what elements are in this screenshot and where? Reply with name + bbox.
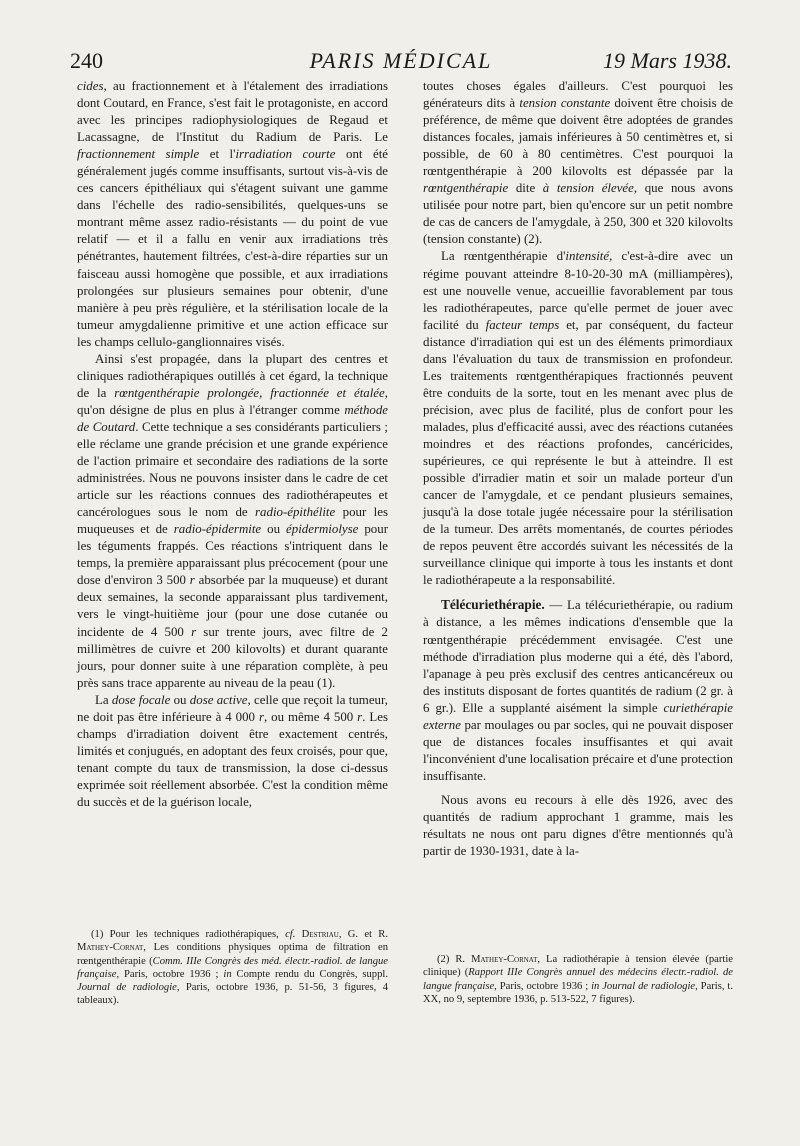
- text-run: radio-épidermite: [173, 522, 262, 537]
- text-run: rœntgenthérapie: [423, 181, 509, 196]
- paragraph: toutes choses égales d'ailleurs. C'est pourquoi les générateurs dits à tension constante doivent être choisis de préférence, de même que doivent être adoptées de grandes distances focales, jamais inférieures à 50 centimètres et, si possible, de 60 à 80 centimètres. C'est pourquoi la rœntgenthérapie à 200 kilovolts est dépassée par la rœntgenthérapie dite à tension élevée, que nous avons utilisée pour notre part, bien qu'encore sur un petit nombre de cas de cancers de l'amygdale, à 250, 300 et 320 kilovolts (tension constante) (2).: [423, 79, 733, 247]
- text-run: r: [357, 709, 363, 724]
- text-run: Télécuriethérapie.: [441, 597, 545, 613]
- text-run: in Journal de radiologie: [591, 980, 696, 992]
- page-header: [70, 48, 732, 78]
- paragraph: Nous avons eu recours à elle dès 1926, avec des quantités de radium approchant 1 gramme, mais les résultats ne nous ont paru dignes d'être mentionnés qu'à partir de 1930-1931, date à la-: [423, 792, 733, 859]
- text-run: épidermiolyse: [286, 522, 359, 537]
- text-run: r: [258, 709, 264, 724]
- text-run: Destriau: [301, 929, 339, 940]
- paragraph: Ainsi s'est propagée, dans la plupart des centres et cliniques radiothérapiques outillés à cet égard, la technique de la rœntgenthérapie prolongée, fractionnée et étalée, qu'on désigne de plus en plus à l'étranger comme méthode de Coutard. Cette technique a ses considérants particuliers ; elle réclame une grande précision et une grande expérience de l'action primaire et secondaire des radiations de la sorte administrées. Nous ne pouvons insister dans le cadre de cet article sur les réactions connues des radiothérapeutes et cancérologues sous le nom de radio-épithélite pour les muqueuses et de radio-épidermite ou épidermiolyse pour les téguments frappés. Ces réactions s'intriquent dans le temps, la première apparaissant plus précocement (pour une dose d'environ 3 500 r absorbée par la muqueuse) et durant deux semaines, la seconde apparaissant plus tardivement, vers le vingt-huitième jour (pour une dose cutanée ou incidente de 4 500 r sur trente jours, avec filtre de 2 millimètres de cuivre et 200 kilovolts) et durant quarante jours, pour donner suite à une réparation complète, à peu près sans trace apparente au niveau de la peau (1).: [77, 351, 389, 690]
- text-run: rœntgenthérapie prolongée, fractionnée et étalée: [114, 385, 385, 400]
- text-run: fractionnement simple: [77, 147, 200, 162]
- paragraph: La rœntgenthérapie d'intensité, c'est-à-dire avec un régime pouvant atteindre 8-10-20-30 mA (milliampères), est une nouvelle venue, accueillie favorablement par tous les radiothérapeutes, parce qu'elle permet de jouer avec facilité du facteur temps et, par conséquent, du facteur distance d'irradiation qui est un des éléments primordiaux dans l'évaluation du taux de transmission en profondeur. Les traitements rœntgenthérapiques fractionnés peuvent être conduits de la sorte, tout en les menant avec plus de précision, avec plus de facilité, plus de confort pour les malades, plus d'efficacité aussi, avec des réactions cutanées moindres et des réactions profondes, cancéricides, supérieures, ce qui représente le but à atteindre. Il est possible d'irradier matin et soir un malade porteur d'un cancer de l'amygdale, et ce pendant plusieurs semaines, jusqu'à la dose totale jugée nécessaire pour la stérilisation de la tumeur. Des arrêts momentanés, de courtes périodes de repos peuvent être accordés suivant les nécessités de la surveillance clinique qui importe à tous les instants et dont le radiothérapeute a la responsabilité.: [423, 249, 733, 588]
- text-run: in: [223, 968, 232, 980]
- text-run: intensité: [565, 249, 610, 264]
- text-run: Rapport IIIe Congrès annuel des médecins électr.-radiol. de langue française: [423, 967, 733, 992]
- text-run: irradiation courte: [235, 147, 336, 162]
- text-run: facteur temps: [485, 317, 560, 332]
- text-run: radio-épithélite: [255, 505, 336, 520]
- right-column: [423, 78, 733, 860]
- text-run: r: [189, 573, 195, 588]
- footnote-text: (1) Pour les techniques radiothérapiques, cf. Destriau, G. et R. Mathey-Cornat, Les conditions physiques optima de filtration en rœntgenthérapie (Comm. IIIe Congrès des méd. électr.-radiol. de langue française, Paris, octobre 1936 ; in Compte rendu du Congrès, suppl. Journal de radiologie, Paris, octobre 1936, p. 51-56, 3 figures, 4 tableaux).: [77, 929, 389, 1007]
- text-run: Mathey-Cornat: [77, 942, 144, 954]
- text-run: curiethérapie externe: [423, 700, 733, 732]
- footnote-2: [423, 953, 733, 1006]
- section-telecuriethérapie: Télécuriethérapie. — La télécuriethérapie, ou radium à distance, a les mêmes indications d'ensemble que la rœntgenthérapie précédemment envisagée. C'est une méthode d'irradiation plus moderne qui a été, dès l'abord, l'apanage à peu près exclusif des centres anticancéreux ou des instituts disposant de fortes quantités de radium (2 gr. à 6 gr.). Elle a supplanté aisément la simple curiethérapie externe par moulages ou par socles, qui ne pouvait disposer que de distances focales insuffisantes et qui avait l'inconvénient d'une localisation précaire et d'une protection insuffisante.: [423, 597, 733, 783]
- text-run: Comm. IIIe Congrès des méd. électr.-radiol. de langue française: [77, 955, 388, 980]
- text-run: cides: [77, 79, 104, 93]
- page-number: 240: [70, 48, 103, 73]
- paragraph: La dose focale ou dose active, celle que reçoit la tumeur, ne doit pas être inférieure à 4 000 r, ou même 4 500 r. Les champs d'irradiation doivent être exactement centrés, limités et conjugués, en adoptant des feux croisés, pour que, tenant compte du taux de transmission, la dose ci-dessus exprimée soit réellement absorbée. C'est la condition même du succès et de la guérison locale,: [77, 692, 388, 809]
- text-run: méthode de Coutard: [77, 402, 388, 434]
- issue-date: 19 Mars 1938.: [603, 48, 732, 73]
- text-run: r: [191, 624, 197, 639]
- text-run: Journal de radiologie: [77, 982, 177, 994]
- journal-title: PARIS MÉDICAL: [309, 48, 493, 73]
- footnote-text: (2) R. Mathey-Cornat, La radiothérapie à tension élevée (partie clinique) (Rapport IIIe Congrès annuel des médecins électr.-radiol. de langue française, Paris, octobre 1936 ; in Journal de radiologie, Paris, t. XX, no 9, septembre 1936, p. 513-522, 7 figures).: [423, 954, 734, 1005]
- text-run: à tension élevée: [542, 181, 634, 196]
- text-run: cf.: [285, 929, 296, 940]
- paragraph: cides, au fractionnement et à l'étalement des irradiations dont Coutard, en France, s'est fait le protagoniste, en accord avec les principes radiophysiologiques de Regaud et Lacassagne, de l'Institut du Radium de Paris. Le fractionnement simple et l'irradiation courte ont été généralement jugés comme insuffisants, surtout vis-à-vis de ces cancers épithéliaux qui s'étagent suivant une gamme dans l'échelle des radio-sensibilités, quelques-uns se montrant même assez radio-résistants — du point de vue relatif — et il a fallu en venir aux irradiations très pénétrantes, hautement filtrées, c'est-à-dire réparties sur un faisceau aussi homogène que possible, et aux irradiations prolongées sur plusieurs semaines pour obtenir, d'une manière à peu près régulière, et la stérilisation locale de la tumeur amygdalienne primitive et une action efficace sur les champs cellulo-ganglionnaires visés.: [77, 79, 388, 349]
- footnote-1: [77, 928, 388, 1008]
- text-run: dose active: [189, 692, 248, 707]
- text-run: Mathey-Cornat: [471, 954, 538, 965]
- text-run: tension constante: [519, 96, 611, 111]
- text-run: dose focale: [111, 692, 171, 707]
- left-column: [77, 78, 388, 811]
